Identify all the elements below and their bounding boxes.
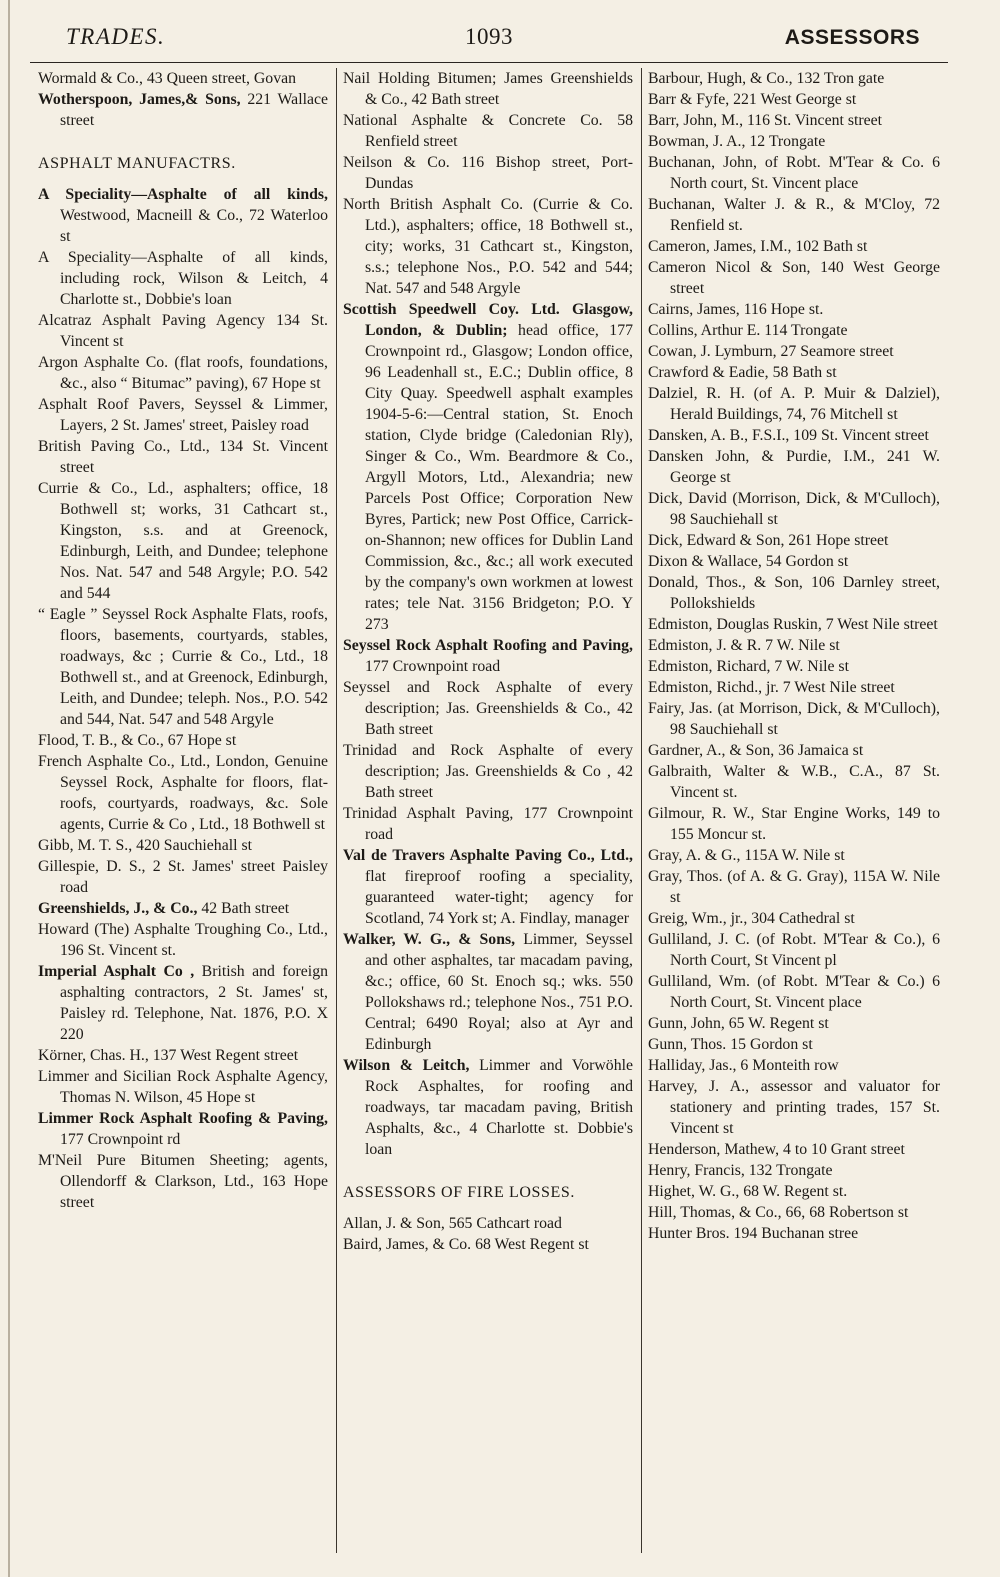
directory-entry: [38, 751, 328, 835]
directory-entry: [648, 761, 940, 803]
directory-entry: [343, 635, 633, 677]
entry-text: Gunn, Thos. 15 Gordon st: [648, 1036, 813, 1053]
entry-text: North British Asphalt Co. (Currie & Co. Ltd.), asphalters; office, 18 Bothwell st., city; works, 31 Cathcart st., Kingston, s.s.; telephone Nos., P.O. 542 and 544; Nat. 547 and 548 Argyle: [343, 196, 633, 297]
directory-entry: [343, 1234, 633, 1255]
directory-entry: [648, 677, 940, 698]
directory-entry: [38, 68, 328, 89]
directory-entry: [648, 425, 940, 446]
directory-entry: [648, 1181, 940, 1202]
entry-text: Dalziel, R. H. (of A. P. Muir & Dalziel), Herald Buildings, 74, 76 Mitchell st: [648, 385, 940, 423]
entry-text: Cameron, James, I.M., 102 Bath st: [648, 238, 868, 255]
entry-text: Hunter Bros. 194 Buchanan stree: [648, 1225, 859, 1242]
directory-entry: [648, 68, 940, 89]
entry-text: Cairns, James, 116 Hope st.: [648, 301, 824, 318]
section-heading: ASSESSORS OF FIRE LOSSES.: [343, 1184, 575, 1201]
directory-entry: [648, 614, 940, 635]
running-head-right: ASSESSORS: [784, 26, 920, 49]
entry-text: Gilmour, R. W., Star Engine Works, 149 to 155 Moncur st.: [648, 805, 940, 843]
directory-entry: [648, 110, 940, 131]
entry-text: 42 Bath street: [197, 900, 290, 917]
entry-text: Barr, John, M., 116 St. Vincent street: [648, 112, 883, 129]
directory-entry: [38, 604, 328, 730]
entry-bold-name: Greenshields, J., & Co.,: [38, 900, 198, 917]
entry-text: Gunn, John, 65 W. Regent st: [648, 1015, 829, 1032]
entry-text: Dansken John, & Purdie, I.M., 241 W. George st: [648, 448, 940, 486]
directory-entry: [38, 478, 328, 604]
directory-entry: [38, 730, 328, 751]
column-divider-2: [641, 68, 642, 1553]
entry-text: Buchanan, John, of Robt. M'Tear & Co. 6 North court, St. Vincent place: [648, 154, 940, 192]
entry-bold-name: Limmer Rock Asphalt Roofing & Paving,: [38, 1110, 328, 1127]
entry-text: M'Neil Pure Bitumen Sheeting; agents, Ollendorff & Clarkson, Ltd., 163 Hope street: [38, 1152, 328, 1211]
entry-bold-name: Scottish Speedwell Coy. Ltd. Glasgow, London, & Dublin;: [343, 301, 633, 339]
directory-entry: [38, 898, 328, 919]
entry-text: Cowan, J. Lymburn, 27 Seamore street: [648, 343, 894, 360]
directory-entry: [38, 394, 328, 436]
entry-text: Collins, Arthur E. 114 Trongate: [648, 322, 848, 339]
entry-text: Edmiston, Douglas Ruskin, 7 West Nile street: [648, 616, 938, 633]
entry-text: Crawford & Eadie, 58 Bath st: [648, 364, 837, 381]
entry-text: Cameron Nicol & Son, 140 West George street: [648, 259, 940, 297]
header-rule: [30, 62, 948, 63]
entry-text: Gulliland, J. C. (of Robt. M'Tear & Co.), 6 North Court, St Vincent pl: [648, 931, 940, 969]
directory-entry: [38, 352, 328, 394]
entry-bold-name: Imperial Asphalt Co ,: [38, 963, 195, 980]
entry-text: Gulliland, Wm. (of Robt. M'Tear & Co.) 6 North Court, St. Vincent place: [648, 973, 940, 1011]
entry-text: Edmiston, Richard, 7 W. Nile st: [648, 658, 849, 675]
entry-text: British and foreign asphalting contractors, 2 St. James' st, Paisley rd. Telephone, Nat. 1876, P.O. X 220: [60, 963, 328, 1043]
directory-entry: [38, 89, 328, 131]
directory-entry: [648, 1223, 940, 1244]
entry-text: Dansken, A. B., F.S.I., 109 St. Vincent street: [648, 427, 929, 444]
entry-text: Harvey, J. A., assessor and valuator for stationery and printing trades, 157 St. Vincent st: [648, 1078, 940, 1137]
directory-entry: [648, 551, 940, 572]
directory-entry: [648, 656, 940, 677]
running-head-left: TRADES.: [66, 24, 166, 49]
entry-text: Westwood, Macneill & Co., 72 Waterloo st: [60, 207, 328, 245]
directory-entry: [343, 803, 633, 845]
directory-entry: [38, 1045, 328, 1066]
directory-entry: [38, 247, 328, 310]
entry-text: flat fireproof roofing a speciality, guaranteed water-tight; agency for Scotland, 74 York st; A. Findlay, manager: [365, 868, 633, 927]
entry-text: Limmer and Vorwöhle Rock Asphaltes, for roofing and roadways, tar macadam paving, British Asphalts, &c., 4 Charlotte st. Dobbie's loan: [365, 1057, 633, 1158]
entry-text: Seyssel and Rock Asphalte of every description; Jas. Greenshields & Co., 42 Bath street: [343, 679, 633, 738]
directory-entry: [343, 1055, 633, 1160]
entry-text: 221 Wallace street: [60, 91, 329, 129]
entry-text: Dick, Edward & Son, 261 Hope street: [648, 532, 889, 549]
directory-entry: [38, 184, 328, 247]
directory-entry: [343, 929, 633, 1055]
entry-text: Argon Asphalte Co. (flat roofs, foundations, &c., also “ Bitumac” paving), 67 Hope st: [38, 354, 328, 392]
entry-text: Hill, Thomas, & Co., 66, 68 Robertson st: [648, 1204, 909, 1221]
entry-text: Flood, T. B., & Co., 67 Hope st: [38, 732, 237, 749]
directory-entry: [38, 1108, 328, 1150]
entry-text: Trinidad Asphalt Paving, 177 Crownpoint road: [343, 805, 633, 843]
entry-text: Neilson & Co. 116 Bishop street, Port-Dundas: [343, 154, 633, 192]
entry-text: Baird, James, & Co. 68 West Regent st: [343, 1236, 589, 1253]
directory-entry: [343, 68, 633, 110]
entry-text: Dixon & Wallace, 54 Gordon st: [648, 553, 849, 570]
entry-bold-name: A Speciality—Asphalte of all kinds,: [38, 186, 328, 203]
column-divider-1: [336, 68, 337, 1553]
entry-bold-name: Wilson & Leitch,: [343, 1057, 470, 1074]
entry-text: Highet, W. G., 68 W. Regent st.: [648, 1183, 848, 1200]
entry-text: Gardner, A., & Son, 36 Jamaica st: [648, 742, 864, 759]
directory-entry: [648, 257, 940, 299]
directory-entry: [343, 677, 633, 740]
directory-entry: [38, 961, 328, 1045]
directory-entry: [648, 635, 940, 656]
directory-entry: [343, 152, 633, 194]
directory-entry: [648, 1202, 940, 1223]
entry-text: Donald, Thos., & Son, 106 Darnley street, Pollokshields: [648, 574, 940, 612]
column-3: [648, 68, 940, 1244]
directory-entry: [343, 845, 633, 929]
entry-text: Barbour, Hugh, & Co., 132 Tron gate: [648, 70, 885, 87]
entry-text: Limmer and Sicilian Rock Asphalte Agency, Thomas N. Wilson, 45 Hope st: [38, 1068, 328, 1106]
directory-entry: [38, 919, 328, 961]
directory-entry: [648, 845, 940, 866]
entry-text: Alcatraz Asphalt Paving Agency 134 St. Vincent st: [38, 312, 328, 350]
directory-entry: [648, 740, 940, 761]
directory-entry: [343, 299, 633, 635]
entry-text: Gray, A. & G., 115A W. Nile st: [648, 847, 845, 864]
entry-text: Currie & Co., Ld., asphalters; office, 18 Bothwell st; works, 31 Cathcart st., Kingston, s.s. and at Greenock, Edinburgh, Leith, and Dundee; telephone Nos. Nat. 547 and 548 Argyle; P.O. 542 and 544: [38, 480, 328, 602]
entry-text: Fairy, Jas. (at Morrison, Dick, & M'Culloch), 98 Sauchiehall st: [648, 700, 940, 738]
entry-text: Howard (The) Asphalte Troughing Co., Ltd., 196 St. Vincent st.: [38, 921, 328, 959]
page-header: [60, 22, 920, 58]
directory-entry: [648, 971, 940, 1013]
directory-entry: [648, 530, 940, 551]
directory-entry: [648, 1160, 940, 1181]
directory-entry: [648, 929, 940, 971]
entry-text: A Speciality—Asphalte of all kinds, including rock, Wilson & Leitch, 4 Charlotte st., Dobbie's loan: [38, 249, 328, 308]
directory-entry: [343, 740, 633, 803]
entry-text: Edmiston, Richd., jr. 7 West Nile street: [648, 679, 895, 696]
directory-entry: [648, 572, 940, 614]
entry-text: Nail Holding Bitumen; James Greenshields & Co., 42 Bath street: [343, 70, 633, 108]
directory-entry: [648, 1055, 940, 1076]
directory-entry: [648, 488, 940, 530]
entry-text: Bowman, J. A., 12 Trongate: [648, 133, 826, 150]
entry-text: Greig, Wm., jr., 304 Cathedral st: [648, 910, 855, 927]
directory-entry: [38, 310, 328, 352]
directory-entry: [648, 1034, 940, 1055]
entry-text: Asphalt Roof Pavers, Seyssel & Limmer, Layers, 2 St. James' street, Paisley road: [38, 396, 328, 434]
entry-text: Allan, J. & Son, 565 Cathcart road: [343, 1215, 562, 1232]
entry-text: Buchanan, Walter J. & R., & M'Cloy, 72 Renfield st.: [648, 196, 940, 234]
entry-text: 177 Crownpoint road: [365, 658, 501, 675]
directory-entry: [648, 803, 940, 845]
directory-entry: [648, 362, 940, 383]
entry-text: Limmer, Seyssel and other asphaltes, tar macadam paving, &c.; office, 60 St. Enoch sq.; wks. 550 Pollokshaws rd.; telephone Nos., 751 P.O. Central; 6490 Royal; also at Ayr and Edinburgh: [365, 931, 633, 1053]
directory-entry: [648, 383, 940, 425]
entry-text: Halliday, Jas., 6 Monteith row: [648, 1057, 839, 1074]
entry-text: Dick, David (Morrison, Dick, & M'Culloch), 98 Sauchiehall st: [648, 490, 940, 528]
entry-text: French Asphalte Co., Ltd., London, Genuine Seyssel Rock, Asphalte for floors, flat-roofs, courtyards, roadways, &c. Sole agents, Currie & Co , Ltd., 18 Bothwell st: [38, 753, 328, 833]
directory-entry: [38, 856, 328, 898]
entry-text: Barr & Fyfe, 221 West George st: [648, 91, 857, 108]
directory-entry: [648, 1139, 940, 1160]
directory-entry: [38, 1066, 328, 1108]
section-heading: ASPHALT MANUFACTRS.: [38, 155, 236, 172]
entry-text: head office, 177 Crownpoint rd., Glasgow; London office, 96 Leadenhall st., E.C.; Dublin office, 8 City Quay. Speedwell asphalt examples 1904-5-6:—Central station, St. Enoch station, Clyde bridge (Caledonian Rly), Singer & Co., Wm. Beardmore & Co., Argyll Motors, Ltd., Alexandria; new Parcels Post Office; Corporation New Byres, Partick; new Post Office, Carrick-on-Shannon; new offices for Dublin Land Commission, &c., &c.; all work executed by the company's own workmen at lowest rates; tele Nat. 3156 Bridgeton; P.O. Y 273: [365, 322, 634, 633]
entry-text: Gillespie, D. S., 2 St. James' street Paisley road: [38, 858, 328, 896]
entry-text: Galbraith, Walter & W.B., C.A., 87 St. Vincent st.: [648, 763, 940, 801]
directory-entry: [38, 436, 328, 478]
directory-entry: [648, 236, 940, 257]
directory-entry: [38, 1150, 328, 1213]
column-2: [343, 68, 633, 1255]
entry-text: Henderson, Mathew, 4 to 10 Grant street: [648, 1141, 905, 1158]
page-edge: [8, 0, 10, 1577]
directory-entry: [343, 1213, 633, 1234]
entry-text: Gray, Thos. (of A. & G. Gray), 115A W. Nile st: [648, 868, 940, 906]
entry-text: Trinidad and Rock Asphalte of every description; Jas. Greenshields & Co , 42 Bath street: [343, 742, 633, 801]
entry-text: Körner, Chas. H., 137 West Regent street: [38, 1047, 299, 1064]
directory-entry: [343, 110, 633, 152]
entry-text: Henry, Francis, 132 Trongate: [648, 1162, 833, 1179]
directory-entry: [648, 152, 940, 194]
directory-entry: [648, 299, 940, 320]
directory-entry: [648, 1013, 940, 1034]
entry-bold-name: Walker, W. G., & Sons,: [343, 931, 516, 948]
directory-entry: [343, 194, 633, 299]
directory-entry: [648, 446, 940, 488]
directory-entry: [38, 835, 328, 856]
entry-text: 177 Crownpoint rd: [60, 1131, 181, 1148]
column-1: [38, 68, 328, 1213]
directory-entry: [648, 866, 940, 908]
directory-entry: [648, 341, 940, 362]
page-number: 1093: [465, 24, 513, 49]
entry-text: British Paving Co., Ltd., 134 St. Vincent street: [38, 438, 328, 476]
entry-text: Gibb, M. T. S., 420 Sauchiehall st: [38, 837, 252, 854]
entry-text: National Asphalte & Concrete Co. 58 Renfield street: [343, 112, 633, 150]
directory-entry: [648, 908, 940, 929]
entry-text: Edmiston, J. & R. 7 W. Nile st: [648, 637, 840, 654]
entry-bold-name: Val de Travers Asphalte Paving Co., Ltd.,: [343, 847, 633, 864]
directory-entry: [648, 698, 940, 740]
directory-entry: [648, 1076, 940, 1139]
entry-bold-name: Seyssel Rock Asphalt Roofing and Paving,: [343, 637, 633, 654]
directory-entry: [648, 320, 940, 341]
entry-bold-name: Wotherspoon, James,& Sons,: [38, 91, 241, 108]
directory-entry: [648, 89, 940, 110]
directory-entry: [648, 194, 940, 236]
entry-text: Wormald & Co., 43 Queen street, Govan: [38, 70, 297, 87]
directory-entry: [648, 131, 940, 152]
entry-text: “ Eagle ” Seyssel Rock Asphalte Flats, roofs, floors, basements, courtyards, stables, roadways, &c ; Currie & Co., Ltd., 18 Bothwell st., and at Greenock, Edinburgh, Leith, and Dundee; teleph. Nos., P.O. 542 and 544, Nat. 547 and 548 Argyle: [38, 606, 328, 728]
